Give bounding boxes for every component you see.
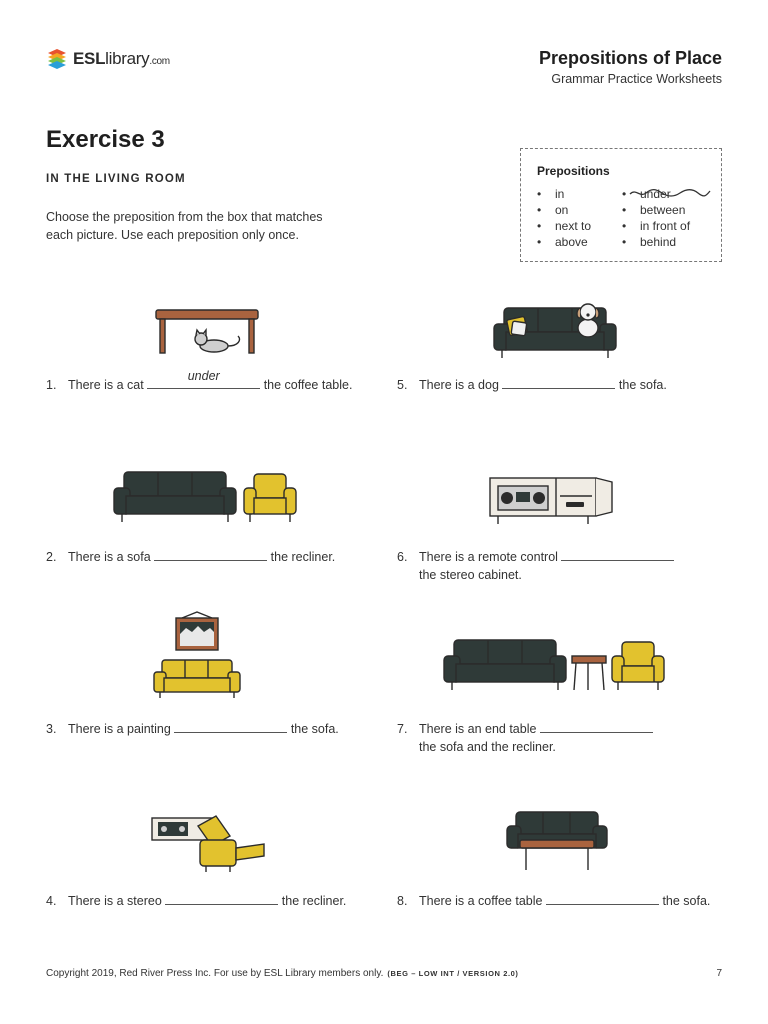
question-1: 1. There is a cat under the coffee table. xyxy=(46,369,353,392)
prep-item-in-front-of: • in front of xyxy=(622,219,691,233)
answer-blank-5[interactable] xyxy=(502,375,615,389)
prep-item-behind: • behind xyxy=(622,235,677,249)
question-4: 4. There is a stereo the recliner. xyxy=(46,891,346,910)
section-heading: IN THE LIVING ROOM xyxy=(46,173,186,185)
end-table-between-illustration xyxy=(440,636,672,694)
cat-under-table-illustration xyxy=(150,306,266,358)
remote-control-icon xyxy=(566,502,584,507)
answer-blank-7[interactable] xyxy=(540,719,653,733)
coffee-table-in-front-of-sofa-illustration xyxy=(504,808,610,874)
answer-blank-4[interactable] xyxy=(165,891,278,905)
crossed-out-scribble-icon xyxy=(628,185,712,201)
question-8: 8. There is a coffee table the sofa. xyxy=(397,891,710,910)
dog-on-sofa-illustration xyxy=(490,300,620,364)
question-5: 5. There is a dog the sofa. xyxy=(397,375,667,394)
sofa-icon xyxy=(444,640,566,690)
pillow-icon xyxy=(507,316,528,336)
answer-1-text: under xyxy=(187,369,220,383)
worksheet-title: Prepositions of Place xyxy=(538,48,722,68)
recliner-icon xyxy=(198,816,264,872)
stacked-books-logo-icon xyxy=(46,47,68,71)
sofa-icon xyxy=(114,472,236,522)
question-7: 7. There is an end table the sofa and the recliner. xyxy=(397,719,653,756)
prep-item-on: • on xyxy=(537,203,569,217)
question-3: 3. There is a painting the sofa. xyxy=(46,719,339,738)
prepositions-box-title: Prepositions xyxy=(537,164,610,178)
prep-item-under-crossed: • under xyxy=(622,187,671,201)
prep-item-between: • between xyxy=(622,203,686,217)
sofa-icon xyxy=(154,660,240,698)
question-2: 2. There is a sofa the recliner. xyxy=(46,547,335,566)
recliner-icon xyxy=(612,642,664,690)
coffee-table-icon xyxy=(520,840,594,870)
exercise-title: Exercise 3 xyxy=(46,126,165,153)
answer-blank-8[interactable] xyxy=(546,891,659,905)
answer-blank-1[interactable] xyxy=(147,369,260,389)
page-number: 7 xyxy=(716,968,722,979)
logo-text: ESLlibrary.com xyxy=(73,49,170,68)
prep-item-in: • in xyxy=(537,187,565,201)
prep-item-above: • above xyxy=(537,235,588,249)
worksheet-subtitle: Grammar Practice Worksheets xyxy=(551,72,722,86)
stereo-behind-recliner-illustration xyxy=(150,812,268,874)
painting-icon xyxy=(176,612,218,650)
remote-in-cabinet-illustration xyxy=(486,474,616,526)
painting-above-sofa-illustration xyxy=(150,610,244,700)
copyright-footer: Copyright 2019, Red River Press Inc. For use by ESL Library members only. (BEG – LOW INT / VERSION 2.0) xyxy=(46,968,519,979)
answer-blank-6[interactable] xyxy=(561,547,674,561)
sofa-next-to-recliner-illustration xyxy=(110,468,304,526)
cat-icon xyxy=(195,330,240,352)
prep-item-next-to: • next to xyxy=(537,219,592,233)
esl-library-logo[interactable] xyxy=(46,46,170,72)
instructions: Choose the preposition from the box that matches each picture. Use each preposition only once. xyxy=(46,210,323,242)
answer-blank-2[interactable] xyxy=(154,547,267,561)
stereo-icon xyxy=(498,486,548,510)
recliner-icon xyxy=(244,474,296,522)
end-table-icon xyxy=(572,656,606,690)
answer-blank-3[interactable] xyxy=(174,719,287,733)
question-6: 6. There is a remote control the stereo cabinet. xyxy=(397,547,674,584)
